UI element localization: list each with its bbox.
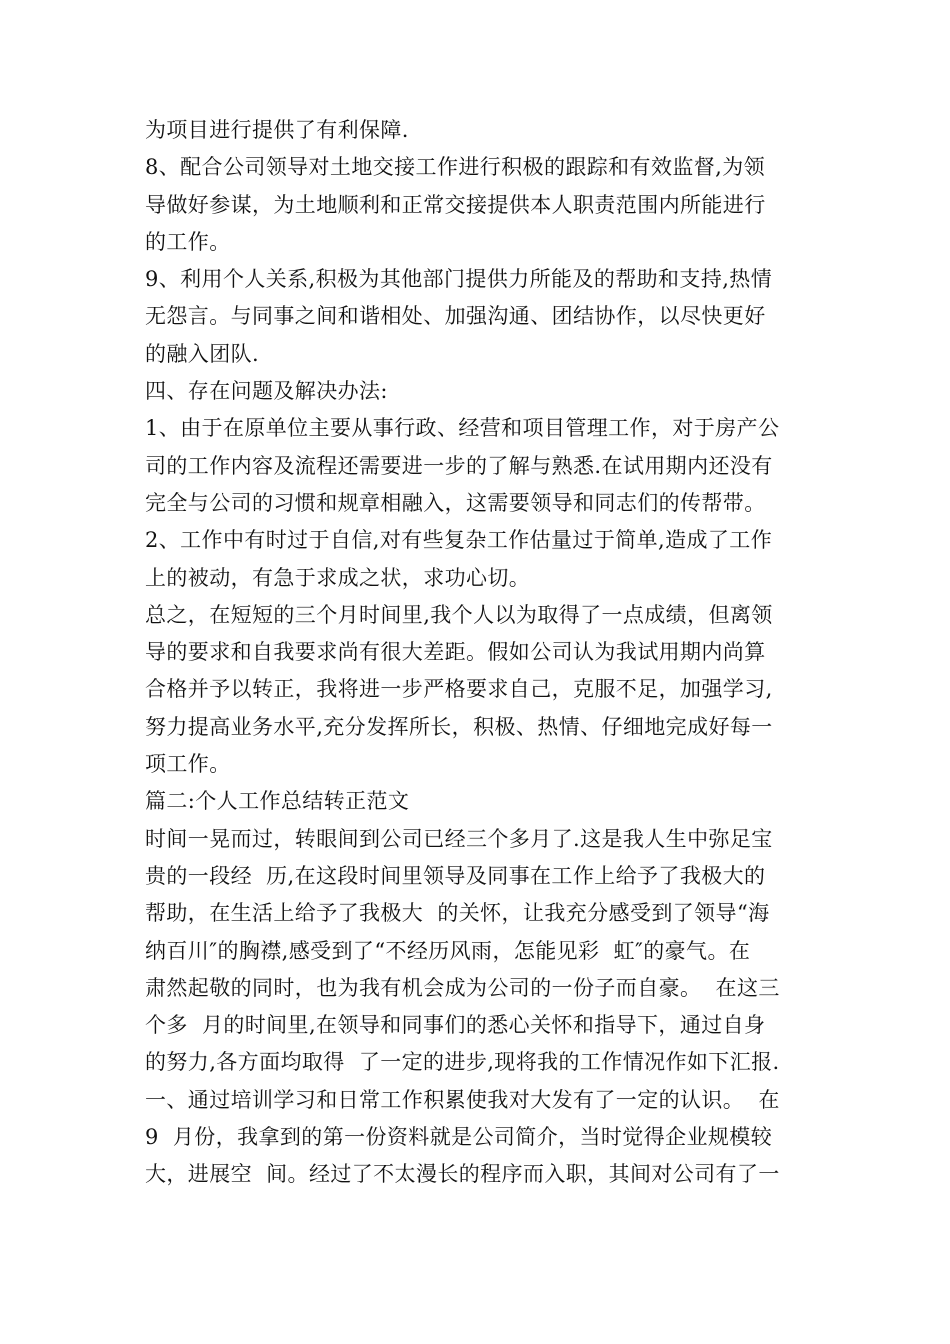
- text-line: 总之，在短短的三个月时间里,我个人以为取得了一点成绩，但离领: [145, 602, 773, 627]
- text-line: 1、由于在原单位主要从事行政、经营和项目管理工作，对于房产公: [145, 416, 780, 441]
- text-line: 2、工作中有时过于自信,对有些复杂工作估量过于简单,造成了工作: [145, 528, 773, 553]
- text-line: 贵的一段经 历,在这段时间里领导及同事在工作上给予了我极大的: [145, 863, 766, 888]
- text-line: 一、通过培训学习和日常工作积累使我对大发有了一定的认识。 在: [145, 1087, 780, 1112]
- section-heading: 篇二:个人工作总结转正范文: [145, 789, 410, 814]
- document-body: [145, 112, 815, 1194]
- text-line: 时间一晃而过，转眼间到公司已经三个多月了.这是我人生中弥足宝: [145, 826, 773, 851]
- text-line: 努力提高业务水平,充分发挥所长，积极、热情、仔细地完成好每一: [145, 714, 773, 739]
- text-line: 8、配合公司领导对土地交接工作进行积极的跟踪和有效监督,为领: [145, 155, 766, 180]
- text-line: 导的要求和自我要求尚有很大差距。假如公司认为我试用期内尚算: [145, 640, 766, 665]
- text-line: 上的被动，有急于求成之状，求功心切。: [145, 565, 531, 590]
- text-line: 的努力,各方面均取得 了一定的进步,现将我的工作情况作如下汇报.: [145, 1050, 780, 1075]
- text-line: 的工作。: [145, 229, 231, 254]
- text-line: 项工作。: [145, 752, 231, 777]
- text-line: 为项目进行提供了有利保障.: [145, 118, 409, 142]
- text-line: 帮助，在生活上给予了我极大 的关怀，让我充分感受到了领导“海: [145, 901, 770, 926]
- text-line: 9、利用个人关系,积极为其他部门提供力所能及的帮助和支持,热情: [145, 267, 773, 292]
- text-line: 无怨言。与同事之间和谐相处、加强沟通、团结协作，以尽快更好: [145, 304, 766, 329]
- text-line: 完全与公司的习惯和规章相融入，这需要领导和同志们的传帮带。: [145, 490, 766, 515]
- text-line: 个多 月的时间里,在领导和同事们的悉心关怀和指导下，通过自身: [145, 1013, 766, 1038]
- section-heading: 四、存在问题及解决办法:: [145, 379, 388, 404]
- text-line: 司的工作内容及流程还需要进一步的了解与熟悉.在试用期内还没有: [145, 453, 773, 478]
- text-line: 合格并予以转正，我将进一步严格要求自己，克服不足，加强学习,: [145, 677, 773, 702]
- text-line: 肃然起敬的同时，也为我有机会成为公司的一份子而自豪。 在这三: [145, 975, 780, 1000]
- text-line: 纳百川″的胸襟,感受到了“不经历风雨，怎能见彩 虹″的豪气。在: [145, 938, 751, 963]
- text-line: 大，进展空 间。经过了不太漫长的程序而入职，其间对公司有了一: [145, 1162, 780, 1187]
- text-line: 的融入团队.: [145, 341, 260, 366]
- text-line: 9 月份，我拿到的第一份资料就是公司简介，当时觉得企业规模较: [145, 1125, 773, 1150]
- text-line: 导做好参谋，为土地顺利和正常交接提供本人职责范围内所能进行: [145, 192, 766, 217]
